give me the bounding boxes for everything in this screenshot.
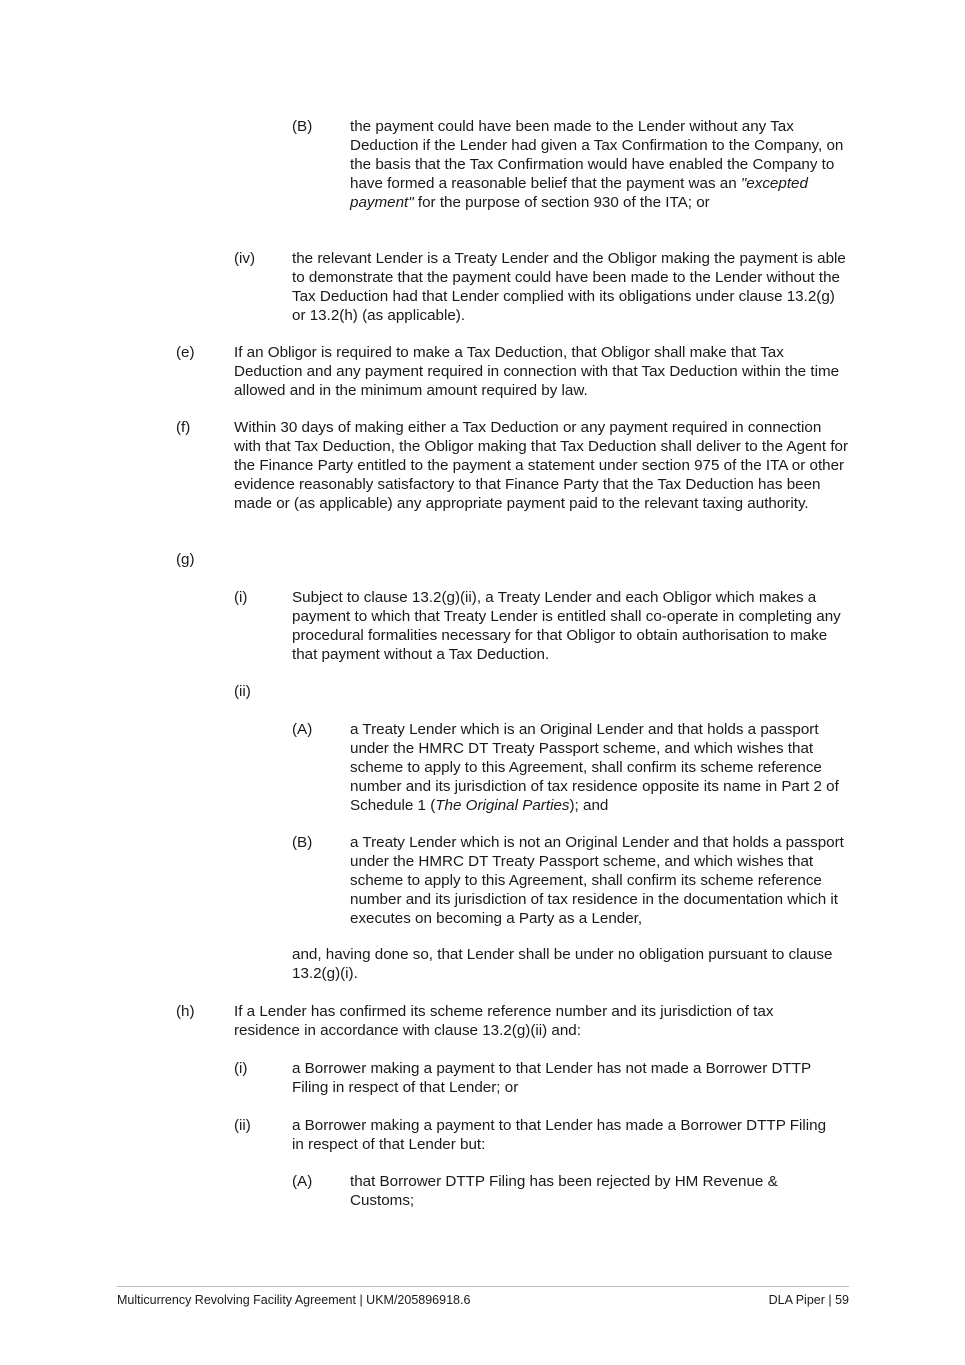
clause-text-h: If a Lender has confirmed its scheme reference number and its jurisdiction of tax residence in accordance with clause 13.2(g)(ii) and: xyxy=(234,1003,774,1039)
clause-label-h-i: (i) xyxy=(234,1060,248,1077)
clause-text-g-ii-tail: and, having done so, that Lender shall be under no obligation pursuant to clause 13.2(g)(i). xyxy=(292,946,833,982)
clause-text-h-ii-a: that Borrower DTTP Filing has been rejected by HM Revenue & Customs; xyxy=(350,1173,778,1209)
clause-label-g: (g) xyxy=(176,551,195,568)
clause-text-g-ii-a-post: ); and xyxy=(569,796,609,814)
clause-label-g-ii-a: (A) xyxy=(292,721,313,738)
clause-text-g-ii-a-pre: a Treaty Lender which is an Original Lender and that holds a passport under the HMRC DT Treaty Passport scheme, and which wishes that scheme to apply to this Agreement, shall confirm its scheme reference number and its jurisdiction of tax residence opposite its name in Part 2 of Schedule 1 ( xyxy=(350,721,839,814)
footer-divider xyxy=(117,1286,849,1287)
clause-label-f: (f) xyxy=(176,419,191,436)
clause-text-iii-b xyxy=(350,118,846,213)
clause-text-g-i: Subject to clause 13.2(g)(ii), a Treaty Lender and each Obligor which makes a payment to which that Treaty Lender is entitled shall co-operate in completing any procedural formalities necessary for that Obligor to obtain authorisation to make that payment without a Tax Deduction. xyxy=(292,589,841,663)
clause-label-e: (e) xyxy=(176,344,195,361)
footer-page-number: DLA Piper | 59 xyxy=(768,1293,849,1307)
clause-text-h-ii: a Borrower making a payment to that Lender has made a Borrower DTTP Filing in respect of that Lender but: xyxy=(292,1117,827,1153)
clause-label-g-i: (i) xyxy=(234,589,248,606)
clause-text-h-i: a Borrower making a payment to that Lender has not made a Borrower DTTP Filing in respect of that Lender; or xyxy=(292,1060,811,1096)
clause-label-h-ii: (ii) xyxy=(234,1117,251,1134)
clause-text-iii-b-emphasis: "excepted payment" xyxy=(350,174,808,211)
clause-text-iii-b-pre: the payment could have been made to the Lender without any Tax Deduction if the Lender had given a Tax Confirmation to the Company, on the basis that the Tax Confirmation would have enabled the Company to have formed a reasonable belief that the payment was an xyxy=(350,118,844,192)
clause-label-h: (h) xyxy=(176,1003,195,1020)
clause-text-iii-b-post: for the purpose of section 930 of the ITA; or xyxy=(413,193,710,211)
clause-label-h-ii-a: (A) xyxy=(292,1173,313,1190)
clause-text-iv: the relevant Lender is a Treaty Lender and the Obligor making the payment is able to demonstrate that the payment could have been made to the Lender without the Tax Deduction had that Lender complied with its obligations under clause 13.2(g) or 13.2(h) (as applicable). xyxy=(292,250,846,324)
clause-text-g-ii-a xyxy=(350,721,846,816)
clause-label-g-ii-b: (B) xyxy=(292,834,313,851)
clause-text-g-ii-a-emphasis: The Original Parties xyxy=(435,796,570,814)
clause-label-iii-b: (B) xyxy=(292,118,313,135)
clause-label-g-ii: (ii) xyxy=(234,683,251,700)
footer-document-reference: Multicurrency Revolving Facility Agreement | UKM/205896918.6 xyxy=(117,1293,471,1307)
clause-text-f: Within 30 days of making either a Tax Deduction or any payment required in connection with that Tax Deduction, the Obligor making that Tax Deduction shall deliver to the Agent for the Finance Party entitled to the payment a statement under section 975 of the ITA or other evidence reasonably satisfactory to that Finance Party that the Tax Deduction has been made or (as applicable) any appropriate payment paid to the relevant taxing authority. xyxy=(234,419,849,512)
clause-text-e: If an Obligor is required to make a Tax Deduction, that Obligor shall make that Tax Deduction and any payment required in connection with that Tax Deduction within the time allowed and in the minimum amount required by law. xyxy=(234,344,840,399)
clause-label-iv: (iv) xyxy=(234,250,256,267)
clause-text-g-ii-b: a Treaty Lender which is not an Original Lender and that holds a passport under the HMRC DT Treaty Passport scheme, and which wishes that scheme to apply to this Agreement, shall confirm its scheme reference number and its jurisdiction of tax residence in the documentation which it executes on becoming a Party as a Lender, xyxy=(350,834,844,927)
